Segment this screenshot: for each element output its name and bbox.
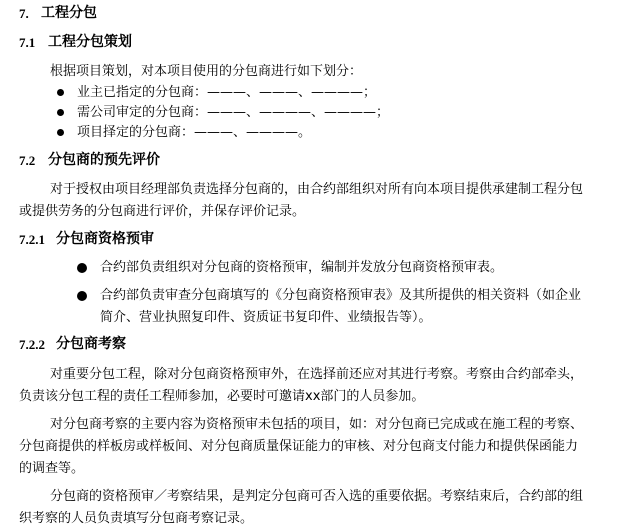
section-7-title: 工程分包	[41, 5, 97, 21]
list-item-continued: 简介、营业执照复印件、资质证书复印件、业绩报告等）。	[100, 310, 432, 325]
bullet-icon	[57, 89, 64, 96]
list-item: 合约部负责审查分包商填写的《分包商资格预审表》及其所提供的相关资料（如企业	[100, 288, 582, 303]
section-7-2-1-title: 分包商资格预审	[56, 231, 154, 247]
list-item: 需公司审定的分包商：———、————、————；	[77, 105, 390, 120]
section-7-1-number: 7.1	[19, 35, 36, 50]
section-7-2-2-title: 分包商考察	[56, 336, 126, 352]
bullet-icon	[77, 291, 87, 301]
section-7-1-title: 工程分包策划	[48, 34, 132, 50]
bullet-icon	[57, 129, 64, 136]
list-item: 业主已指定的分包商：———、———、————；	[77, 85, 377, 100]
section-7-number: 7.	[19, 6, 29, 21]
paragraph-line: 的调查等。	[19, 461, 85, 476]
paragraph-line: 对分包商考察的主要内容为资格预审未包括的项目，如：对分包商已完成或在施工程的考察、	[50, 417, 584, 432]
section-7-2-number: 7.2	[19, 153, 36, 168]
section-7-2-title: 分包商的预先评价	[48, 152, 160, 168]
paragraph-line: 织考察的人员负责填写分包商考察记录。	[19, 511, 254, 526]
section-7-2-2-number: 7.2.2	[19, 337, 45, 352]
list-item: 项目择定的分包商：———、————。	[77, 125, 312, 140]
paragraph-line: 负责该分包工程的责任工程师参加，必要时可邀请xx部门的人员参加。	[19, 389, 425, 404]
intro-text: 根据项目策划，对本项目使用的分包商进行如下划分：	[50, 64, 363, 79]
section-7-2-1-number: 7.2.1	[19, 232, 45, 247]
paragraph-line: 对于授权由项目经理部负责选择分包商的，由合约部组织对所有向本项目提供承建制工程分包	[50, 182, 584, 197]
paragraph-line: 分包商提供的样板房或样板间、对分包商质量保证能力的审核、对分包商支付能力和提供保函能力	[19, 439, 579, 454]
bullet-icon	[77, 263, 87, 273]
paragraph-line: 对重要分包工程，除对分包商资格预审外，在选择前还应对其进行考察。考察由合约部牵头，	[50, 367, 584, 382]
bullet-icon	[57, 109, 64, 116]
paragraph-line: 分包商的资格预审／考察结果，是判定分包商可否入选的重要依据。考察结束后，合约部的组	[50, 489, 584, 504]
paragraph-line: 或提供劳务的分包商进行评价，并保存评价记录。	[19, 204, 306, 219]
list-item: 合约部负责组织对分包商的资格预审，编制并发放分包商资格预审表。	[100, 260, 504, 275]
